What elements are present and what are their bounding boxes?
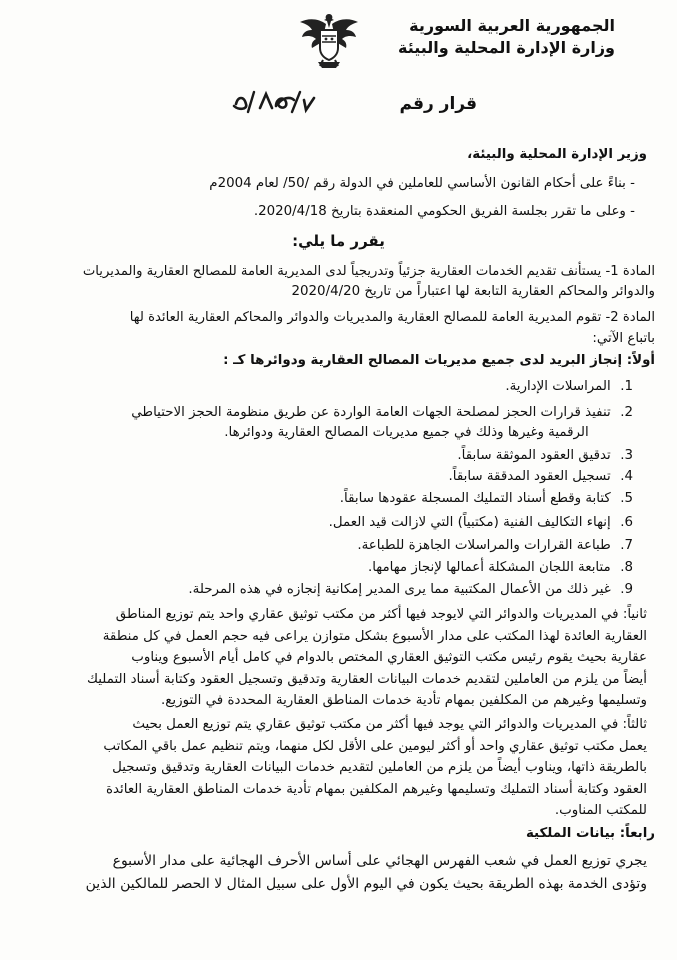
list-item-number: 9.	[620, 582, 633, 597]
section-1-list-item	[14, 404, 633, 422]
list-item-number: 2.	[620, 405, 633, 420]
list-item-text: المراسلات الإدارية.	[505, 379, 611, 394]
list-item-text: غير ذلك من الأعمال المكتبية مما يرى المدير إمكانية إنجازه في هذه المرحلة.	[188, 582, 611, 597]
basis-line-2: - وعلى ما تقرر بجلسة الفريق الحكومي المنعقدة بتاريخ 2020/4/18.	[253, 204, 635, 219]
section-1-list-item	[14, 490, 633, 508]
list-item-number: 1.	[620, 379, 633, 394]
section-3-line: ثالثاً: في المديريات والدوائر التي يوجد فيها أكثر من مكتب توثيق عقاري يتم توزيع العمل بحيث	[132, 717, 647, 732]
decides-heading: يقرر ما يلي:	[292, 232, 385, 250]
section-3-line: العقود وكتابة أسناد التمليك وتسليمها وغيرهم المكلفين بمهام تأدية خدمات المناطق العقارية العائدة	[105, 781, 647, 797]
section-1-list-item	[14, 559, 633, 577]
list-item-number: 8.	[620, 560, 633, 575]
article-2-line-1: المادة 2- تقوم المديرية العامة للمصالح العقارية والمديريات والدوائر والمحاكم العقارية العائدة لها	[129, 310, 655, 325]
section-1-title: أولاً: إنجاز البريد لدى جميع مديريات المصالح العقارية ودوائرها كـ :	[223, 353, 655, 368]
section-2-line: عقارية بحيث يقوم رئيس مكتب التوثيق العقاري المختص بالدوام في كامل أيام الأسبوع ويناوب	[131, 650, 647, 665]
section-3-line: للمكتب المناوب.	[554, 803, 647, 818]
section-1-list-item	[14, 581, 633, 599]
section-2-line: ثانياً: في المديريات والدوائر التي لايوجد فيها أكثر من مكتب توثيق عقاري واحد يتم توزيع المناطق	[115, 607, 647, 622]
article-2-line-2: باتباع الآتي:	[592, 331, 655, 346]
country-name: الجمهورية العربية السورية	[409, 16, 615, 35]
coat-of-arms-eagle-icon	[296, 8, 362, 74]
section-2-line: وتسليمها وغيرهم من المكلفين بمهام تأدية خدمات المناطق العقارية المحددة في التوزيع.	[161, 693, 647, 708]
section-3-line: بالطريقة ذاتها، ويناوب أيضاً من يلزم من العاملين لتقديم خدمات البيانات العقارية وتدقيق وتسجيل	[112, 760, 647, 775]
list-item-text: تدقيق العقود الموثقة سابقاً.	[457, 448, 611, 463]
minister-title: وزير الإدارة المحلية والبيئة،	[467, 147, 647, 162]
list-item-text: الرقمية وغيرها وذلك في جميع مديريات المصالح العقارية ودوائرها.	[224, 425, 589, 440]
section-1-list-item	[14, 447, 633, 465]
list-item-text: كتابة وقطع أسناد التمليك المسجلة عقودها سابقاً.	[339, 491, 611, 506]
section-3-paragraph	[12, 714, 647, 822]
article-1-line-1: المادة 1- يستأنف تقديم الخدمات العقارية جزئياً وتدريجياً لدى المديرية العامة للمصالح العقارية والمديريات	[82, 264, 655, 279]
section-1-list-item	[14, 537, 633, 555]
list-item-number: 7.	[620, 538, 633, 553]
decision-number-handwritten	[228, 84, 318, 118]
section-2-paragraph	[12, 604, 647, 712]
list-item-text: إنهاء التكاليف الفنية (مكتبياً) التي لازالت قيد العمل.	[328, 515, 611, 530]
list-item-number: 4.	[620, 469, 633, 484]
list-item-number: 3.	[620, 448, 633, 463]
list-item-text: متابعة اللجان المشكلة أعمالها لإنجاز مهامها.	[367, 560, 611, 575]
section-2-line: أيضاً من يلزم من العاملين لتقديم خدمات البيانات العقارية وتدقيق وتسجيل العقود وكتابة أسناد التمليك	[86, 671, 647, 687]
section-4-line: يجري توزيع العمل في شعب الفهرس الهجائي على أساس الأحرف الهجائية على مدار الأسبوع	[112, 853, 647, 869]
basis-line-1: - بناءً على أحكام القانون الأساسي للعاملين في الدولة رقم /50/ لعام 2004م	[209, 176, 635, 191]
section-1-list-item	[14, 468, 633, 486]
section-4-paragraph	[12, 850, 647, 896]
list-item-text: تنفيذ قرارات الحجز لمصلحة الجهات العامة الواردة عن طريق منظومة الحجز الاحتياطي	[131, 405, 611, 420]
section-2-line: العقارية العائدة لهذا المكتب على مدار الأسبوع بشكل متوازن يراعى فيه حجم العمل في كل منطقة	[102, 628, 647, 644]
list-item-number: 5.	[620, 491, 633, 506]
ministry-name: وزارة الإدارة المحلية والبيئة	[397, 38, 615, 57]
section-1-list-item	[14, 514, 633, 532]
list-item-text: طباعة القرارات والمراسلات الجاهزة للطباعة.	[357, 538, 611, 553]
decision-number-label: قرار رقم	[399, 94, 477, 114]
section-4-title: رابعاً: بيانات الملكية	[525, 826, 655, 841]
section-1-list-item	[14, 378, 633, 396]
section-4-line: وتؤدى الخدمة بهذه الطريقة بحيث يكون في اليوم الأول على سبيل المثال لا الحصر للمالكين الذين	[85, 876, 647, 892]
section-1-list-item	[14, 424, 611, 442]
list-item-number: 6.	[620, 515, 633, 530]
section-3-line: يعمل مكتب توثيق عقاري واحد أو أكثر ليومين على الأقل لكل منهما، ويتم تنظيم عمل باقي المكاتب	[103, 738, 647, 754]
article-1-line-2: والدوائر والمحاكم العقارية التابعة لها اعتباراً من تاريخ 2020/4/20	[291, 284, 655, 299]
list-item-text: تسجيل العقود المدققة سابقاً.	[448, 469, 611, 484]
